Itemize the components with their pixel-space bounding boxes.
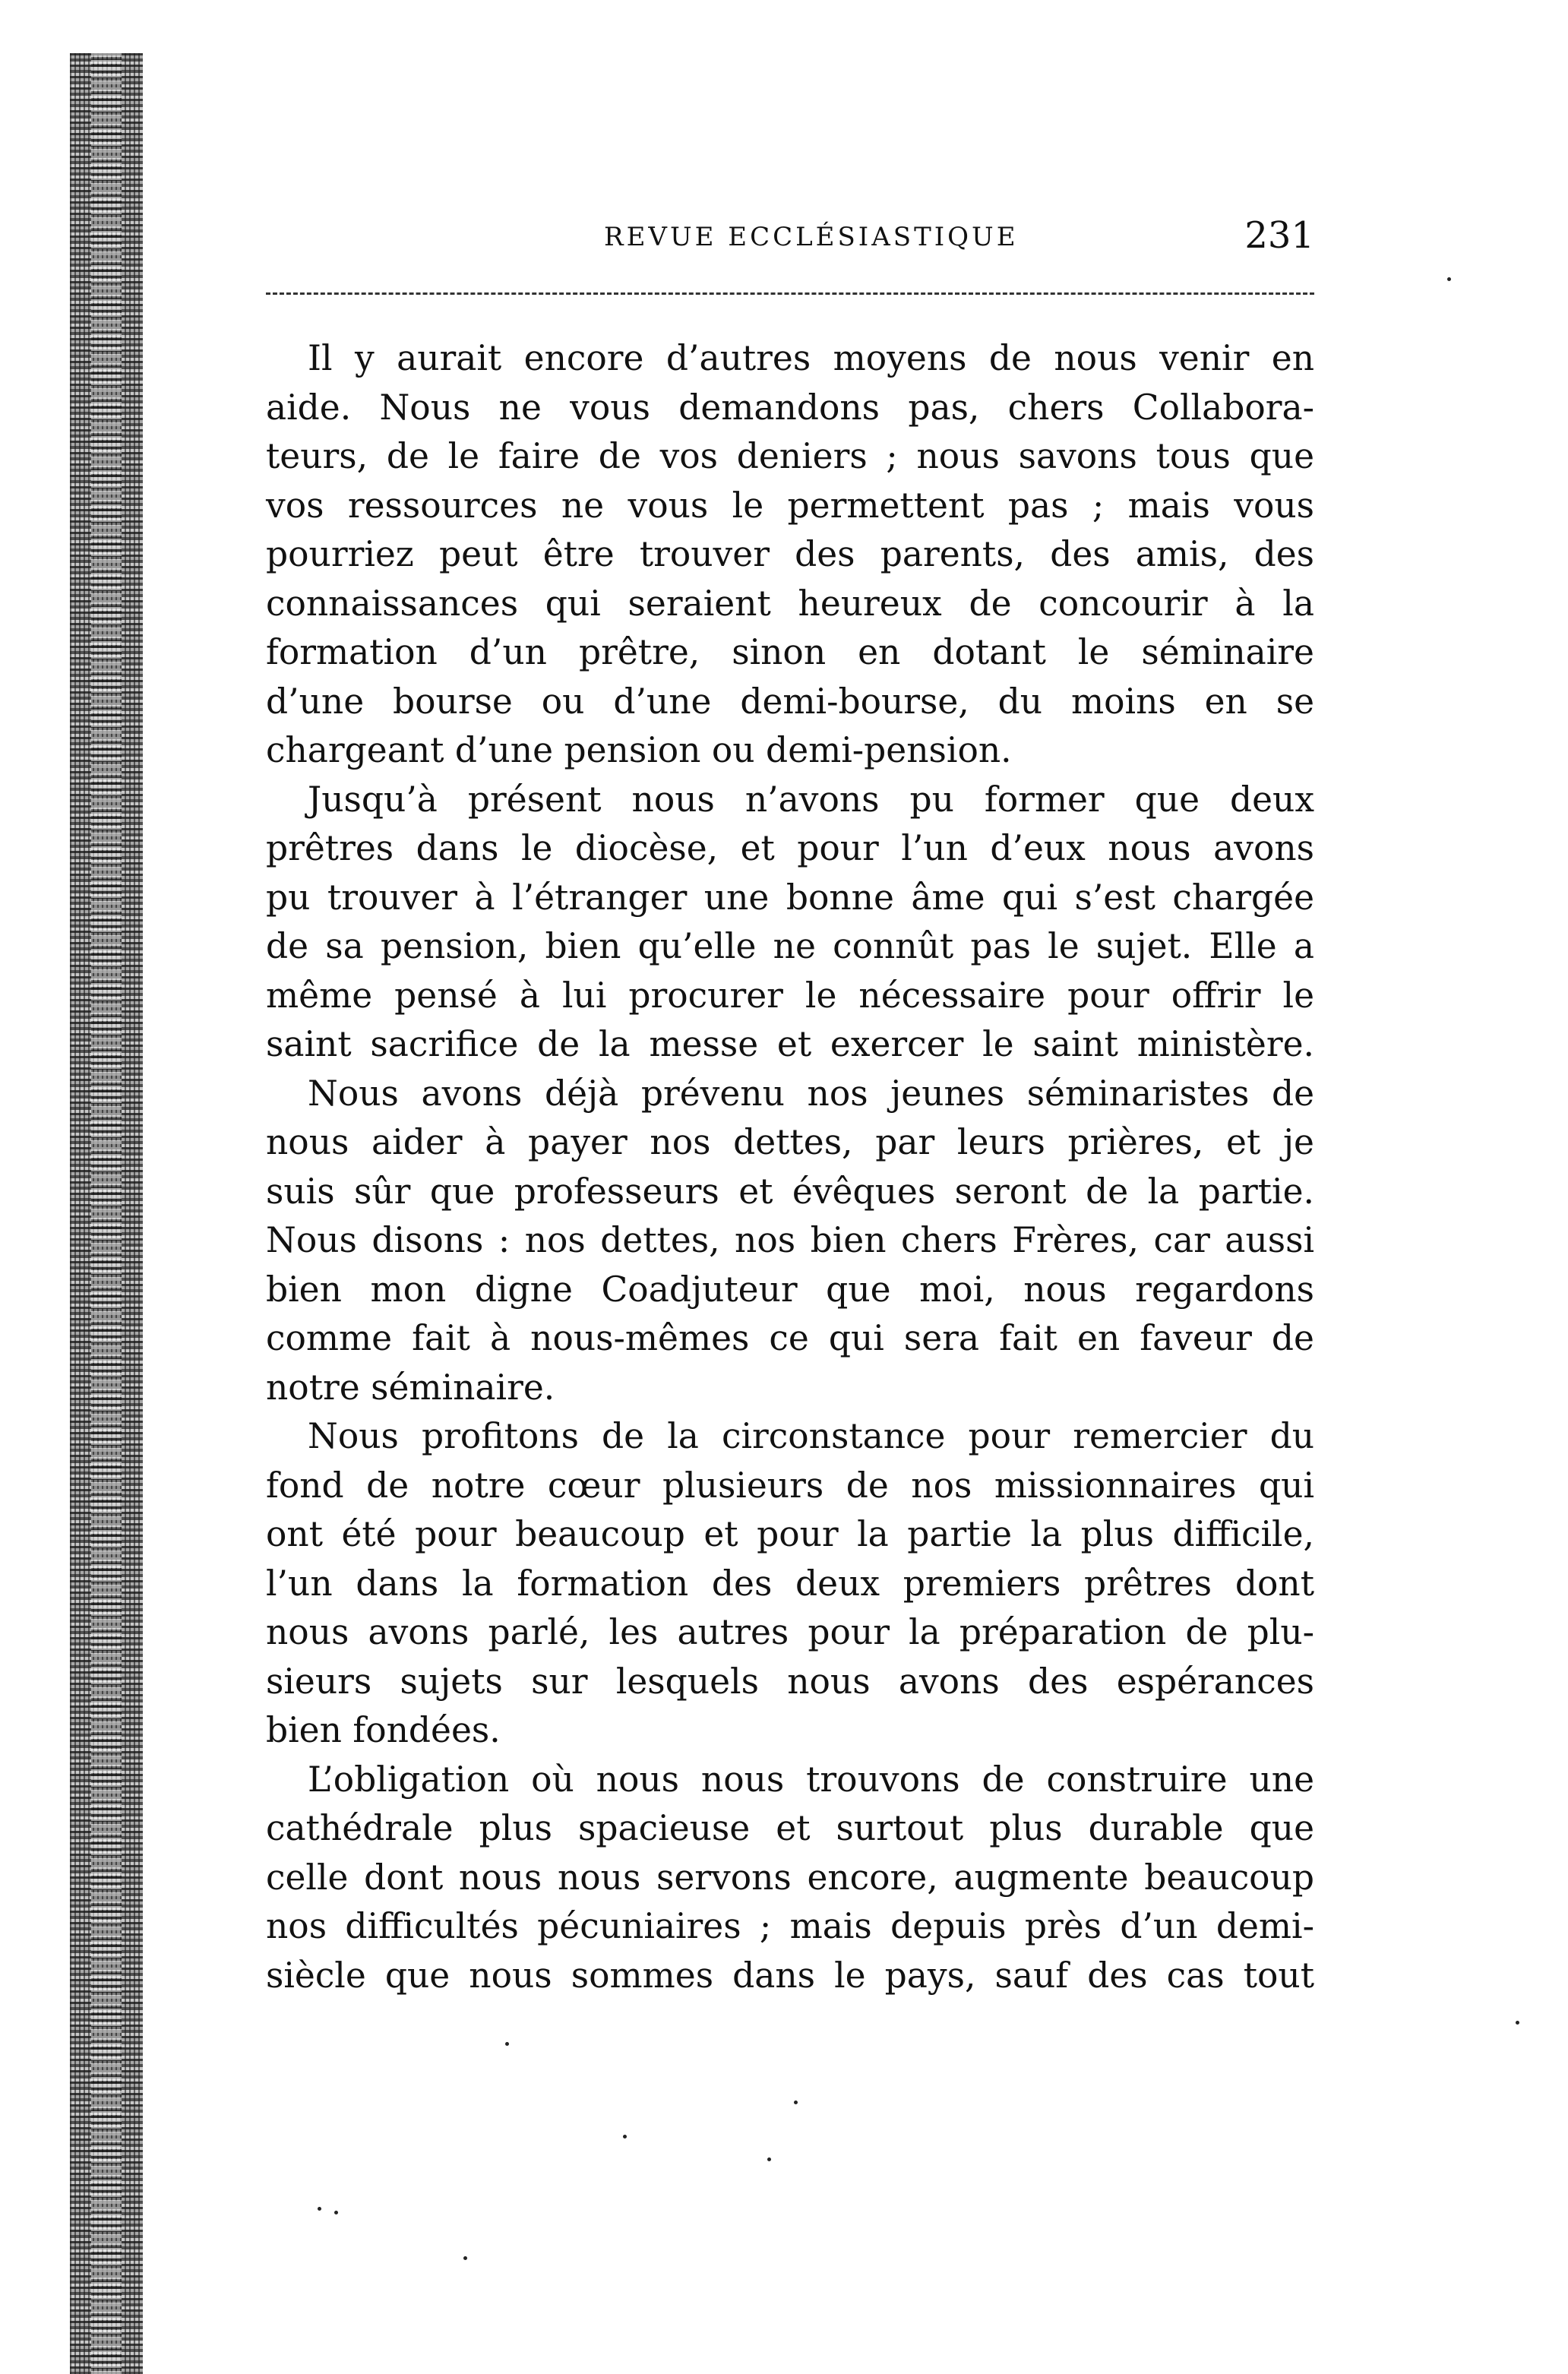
text-line: nos difficultés pécuniaires ; mais depuis près d’un demi- [266, 1906, 1314, 1946]
text-line: d’une bourse ou d’une demi-bourse, du moins en se [266, 681, 1314, 722]
text-line: nous aider à payer nos dettes, par leurs prières, et je [266, 1122, 1314, 1162]
text-line: Nous avons déjà prévenu nos jeunes séminaristes de [308, 1073, 1314, 1114]
scan-speck [623, 2135, 627, 2138]
header-rule [266, 292, 1314, 295]
text-line: saint sacrifice de la messe et exercer le saint ministère. [266, 1024, 1314, 1064]
running-head [266, 214, 1329, 266]
paragraph-3 [266, 1070, 1314, 1413]
text-line: sieurs sujets sur lesquels nous avons des espérances [266, 1661, 1314, 1702]
scan-speck [463, 2256, 467, 2260]
text-line: nous avons parlé, les autres pour la préparation de plu- [266, 1612, 1314, 1652]
text-line: fond de notre cœur plusieurs de nos missionnaires qui [266, 1465, 1314, 1506]
paragraph-1 [266, 334, 1314, 776]
journal-title: REVUE ECCLÉSIASTIQUE [604, 222, 1019, 252]
text-line: bien mon digne Coadjuteur que moi, nous regardons [266, 1269, 1314, 1310]
text-line: vos ressources ne vous le permettent pas ; mais vous [266, 485, 1314, 526]
text-line: pourriez peut être trouver des parents, des amis, des [266, 534, 1314, 574]
scan-speck [794, 2101, 798, 2104]
scan-speck [1516, 2021, 1519, 2025]
text-line: suis sûr que professeurs et évêques seront de la partie. [266, 1171, 1314, 1212]
text-line: Nous profitons de la circonstance pour remercier du [308, 1416, 1314, 1456]
text-line: même pensé à lui procurer le nécessaire pour offrir le [266, 975, 1314, 1016]
text-line: Il y aurait encore d’autres moyens de nous venir en [308, 338, 1314, 378]
text-line: chargeant d’une pension ou demi-pension. [266, 730, 1012, 770]
body-text [266, 334, 1314, 2000]
text-line: connaissances qui seraient heureux de concourir à la [266, 583, 1314, 624]
scan-speck [1447, 277, 1451, 281]
text-line: celle dont nous nous servons encore, augmente beaucoup [266, 1857, 1314, 1898]
text-line: bien fondées. [266, 1710, 501, 1750]
paragraph-4 [266, 1412, 1314, 1756]
scan-speck [318, 2207, 321, 2211]
text-line: aide. Nous ne vous demandons pas, chers Collabora- [266, 387, 1314, 428]
text-line: formation d’un prêtre, sinon en dotant le séminaire [266, 632, 1314, 672]
text-line: pu trouver à l’étranger une bonne âme qui s’est chargée [266, 877, 1314, 918]
paragraph-5 [266, 1756, 1314, 2001]
paragraph-2 [266, 776, 1314, 1070]
text-line: comme fait à nous-mêmes ce qui sera fait en faveur de [266, 1318, 1314, 1358]
text-line: prêtres dans le diocèse, et pour l’un d’eux nous avons [266, 828, 1314, 868]
scan-speck [505, 2042, 509, 2046]
text-line: Jusqu’à présent nous n’avons pu former que deux [308, 779, 1314, 820]
text-line: ont été pour beaucoup et pour la partie la plus difficile, [266, 1514, 1314, 1554]
text-line: siècle que nous sommes dans le pays, sauf des cas tout [266, 1955, 1314, 1996]
text-line: de sa pension, bien qu’elle ne connût pas le sujet. Elle a [266, 926, 1314, 966]
page-number: 231 [1244, 214, 1314, 257]
text-line: l’un dans la formation des deux premiers prêtres dont [266, 1563, 1314, 1604]
scan-speck [767, 2157, 771, 2161]
page-binding-edge-texture [91, 53, 122, 2374]
text-line: cathédrale plus spacieuse et surtout plus durable que [266, 1808, 1314, 1848]
text-line: teurs, de le faire de vos deniers ; nous savons tous que [266, 436, 1314, 476]
scan-speck [334, 2211, 338, 2214]
text-line: notre séminaire. [266, 1367, 555, 1408]
text-line: L’obligation où nous nous trouvons de construire une [308, 1759, 1314, 1800]
text-line: Nous disons : nos dettes, nos bien chers Frères, car aussi [266, 1220, 1314, 1260]
